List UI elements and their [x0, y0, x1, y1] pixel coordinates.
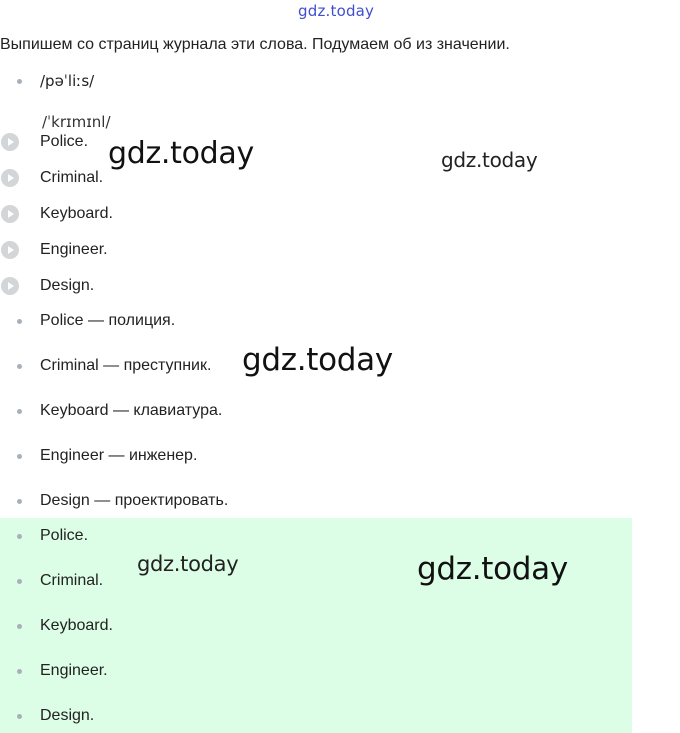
bullet — [17, 579, 22, 584]
transcription-text: /pəˈliːs/ — [40, 72, 95, 90]
site-logo[interactable]: gdz.today — [298, 2, 375, 20]
answer-item — [0, 616, 600, 636]
translation-item — [0, 311, 600, 331]
transcription-text: /ˈkrɪmɪnl/ — [42, 113, 111, 131]
play-icon[interactable] — [1, 277, 19, 295]
watermark: gdz.today — [137, 552, 239, 576]
audio-word-label: Design. — [40, 277, 95, 294]
bullet — [17, 79, 22, 84]
bullet — [17, 714, 22, 719]
translation-item — [0, 491, 600, 511]
translation-text: Keyboard — клавиатура. — [40, 402, 223, 419]
answer-text: Design. — [40, 707, 95, 724]
intro-text: Выпишем со страниц журнала эти слова. Подумаем об из значении. — [0, 36, 510, 53]
play-icon[interactable] — [1, 169, 19, 187]
audio-word-label: Engineer. — [40, 241, 108, 258]
answer-text: Criminal. — [40, 572, 104, 589]
bullet — [17, 364, 22, 369]
play-icon[interactable] — [1, 133, 19, 151]
bullet — [17, 624, 22, 629]
answer-item — [0, 706, 600, 726]
bullet — [17, 319, 22, 324]
translation-text: Engineer — инженер. — [40, 447, 198, 464]
bullet — [17, 499, 22, 504]
answer-text: Police. — [40, 527, 89, 544]
play-icon[interactable] — [1, 241, 19, 259]
watermark: gdz.today — [417, 551, 568, 587]
translation-text: Criminal — преступник. — [40, 357, 212, 374]
audio-word-label: Police. — [40, 133, 89, 150]
bullet — [17, 669, 22, 674]
translation-item — [0, 446, 600, 466]
bullet — [17, 534, 22, 539]
answer-item — [0, 661, 600, 681]
watermark: gdz.today — [108, 136, 254, 171]
play-icon[interactable] — [1, 205, 19, 223]
audio-word-item — [0, 276, 600, 296]
answer-text: Keyboard. — [40, 617, 113, 634]
audio-word-item — [0, 204, 600, 224]
answer-text: Engineer. — [40, 662, 108, 679]
transcription-item — [0, 71, 600, 91]
audio-word-label: Criminal. — [40, 169, 104, 186]
watermark: gdz.today — [441, 148, 538, 172]
translation-item — [0, 401, 600, 421]
answer-item — [0, 526, 600, 546]
translation-text: Police — полиция. — [40, 312, 176, 329]
bullet — [17, 454, 22, 459]
audio-word-item — [0, 240, 600, 260]
audio-word-label: Keyboard. — [40, 205, 113, 222]
bullet — [17, 409, 22, 414]
transcription-item-clipped — [42, 113, 122, 131]
watermark: gdz.today — [242, 342, 393, 378]
translation-text: Design — проектировать. — [40, 492, 229, 509]
